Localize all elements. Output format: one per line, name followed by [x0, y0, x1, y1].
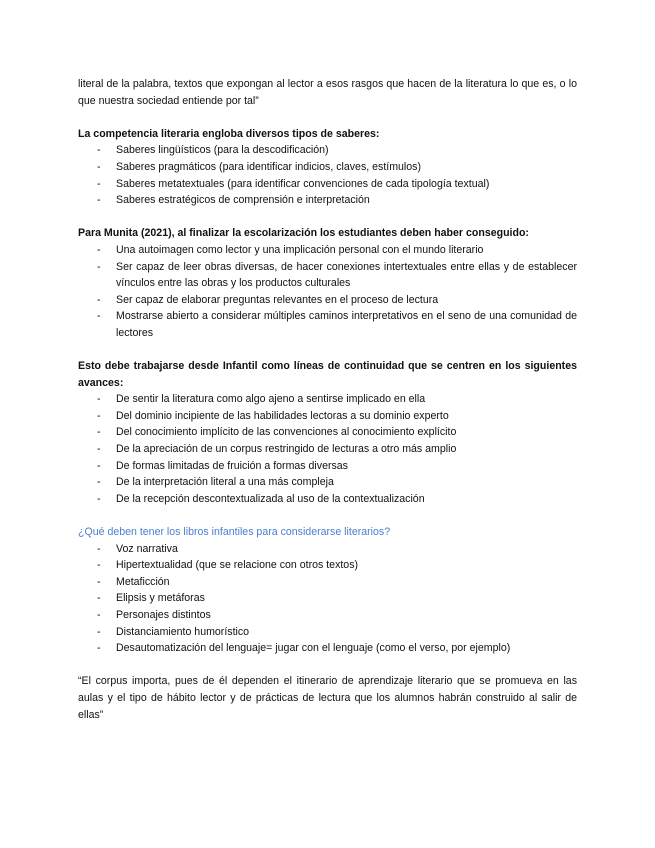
- list-item: - Saberes estratégicos de comprensión e interpretación: [97, 194, 370, 207]
- list-item: - Ser capaz de leer obras diversas, de hacer conexiones intertextuales entre ellas y de establecer vínculos entre las obras y los productos culturales: [97, 260, 577, 290]
- spacer: [78, 342, 577, 359]
- infantil-heading: Esto debe trabajarse desde Infantil como líneas de continuidad que se centren en los siguientes avances:: [78, 360, 577, 389]
- spacer: [78, 109, 577, 126]
- competencia-list: [78, 142, 577, 208]
- document-page: [78, 76, 577, 723]
- spacer: [78, 657, 577, 674]
- list-item: - De la recepción descontextualizada al uso de la contextualización: [97, 492, 425, 505]
- list-item: - De sentir la literatura como algo ajeno a sentirse implicado en ella: [97, 393, 426, 406]
- list-item: - Una autoimagen como lector y una implicación personal con el mundo literario: [97, 243, 484, 256]
- list-item: - Saberes lingüísticos (para la descodificación): [97, 144, 329, 157]
- list-item: - Ser capaz de elaborar preguntas relevantes en el proceso de lectura: [97, 293, 439, 306]
- infantil-list: [78, 391, 577, 507]
- list-item: - Voz narrativa: [97, 542, 178, 555]
- spacer: [78, 209, 577, 226]
- list-item: - Distanciamiento humorístico: [97, 625, 250, 638]
- list-item: - Metaficción: [97, 575, 170, 588]
- list-item: - Saberes pragmáticos (para identificar indicios, claves, estímulos): [97, 160, 421, 173]
- list-item: - De formas limitadas de fruición a formas diversas: [97, 459, 348, 472]
- list-item: - De la apreciación de un corpus restringido de lecturas a otro más amplio: [97, 443, 457, 456]
- libros-list: [78, 541, 577, 657]
- list-item: - Mostrarse abierto a considerar múltiples caminos interpretativos en el seno de una comunidad de lectores: [97, 310, 577, 339]
- list-item: - Desautomatización del lenguaje= jugar con el lenguaje (como el verso, por ejemplo): [97, 642, 511, 655]
- libros-heading: ¿Qué deben tener los libros infantiles para considerarse literarios?: [78, 526, 391, 539]
- munita-list: [78, 242, 577, 342]
- list-item: - Hipertextualidad (que se relacione con otros textos): [97, 559, 359, 572]
- list-item: - Elipsis y metáforas: [97, 592, 205, 605]
- list-item: - De la interpretación literal a una más compleja: [97, 476, 334, 489]
- closing-quote: “El corpus importa, pues de él dependen el itinerario de aprendizaje literario que se promueva en las aulas y el tipo de hábito lector y de prácticas de lectura que los alumnos habrán construido al salir de ellas”: [78, 675, 577, 721]
- list-item: - Saberes metatextuales (para identificar convenciones de cada tipología textual): [97, 177, 490, 190]
- competencia-heading: La competencia literaria engloba diversos tipos de saberes:: [78, 127, 380, 140]
- munita-heading: Para Munita (2021), al finalizar la escolarización los estudiantes deben haber conseguido:: [78, 227, 529, 240]
- list-item: - Del conocimiento implícito de las convenciones al conocimiento explícito: [97, 426, 457, 439]
- spacer: [78, 507, 577, 524]
- list-item: - Del dominio incipiente de las habilidades lectoras a su dominio experto: [97, 409, 449, 422]
- list-item: - Personajes distintos: [97, 609, 211, 621]
- intro-paragraph: literal de la palabra, textos que expongan al lector a esos rasgos que hacen de la literatura lo que es, o lo que nuestra sociedad entiende por tal”: [78, 78, 577, 107]
